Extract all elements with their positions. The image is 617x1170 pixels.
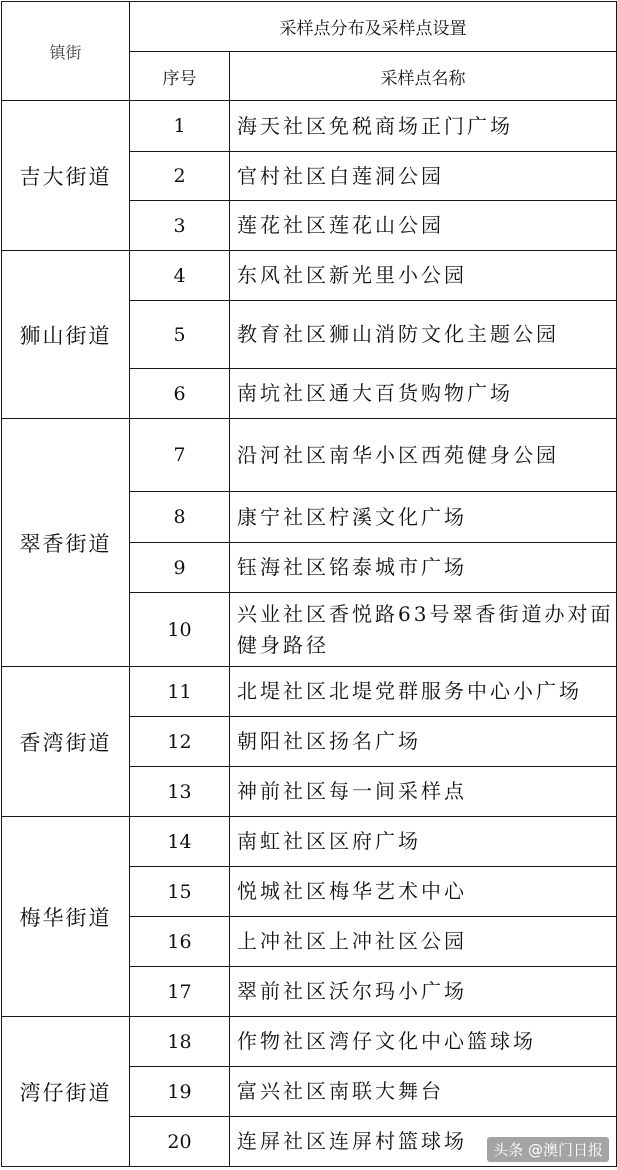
site-name-cell: 上冲社区上冲社区公园 — [230, 917, 617, 967]
table-row — [2, 1017, 617, 1067]
site-name-cell: 海天社区免税商场正门广场 — [230, 101, 617, 152]
site-name-cell: 康宁社区柠溪文化广场 — [230, 492, 617, 543]
table-row — [2, 101, 617, 152]
site-number-cell: 4 — [130, 251, 230, 301]
site-name-cell: 南坑社区通大百货购物广场 — [230, 369, 617, 419]
site-number-cell: 12 — [130, 717, 230, 767]
street-name-cell: 香湾街道 — [2, 667, 130, 817]
site-name-cell: 钰海社区铭泰城市广场 — [230, 543, 617, 593]
site-name-cell: 悦城社区梅华艺术中心 — [230, 867, 617, 917]
site-number-cell: 11 — [130, 667, 230, 717]
site-number-cell: 19 — [130, 1067, 230, 1117]
site-number-cell: 17 — [130, 967, 230, 1017]
street-column-header: 镇街 — [2, 2, 130, 101]
site-number-cell: 3 — [130, 201, 230, 251]
seq-column-header: 序号 — [130, 52, 230, 101]
sampling-sites-table — [1, 1, 617, 1167]
site-number-cell: 7 — [130, 419, 230, 492]
site-name-cell: 翠前社区沃尔玛小广场 — [230, 967, 617, 1017]
site-name-cell: 东风社区新光里小公园 — [230, 251, 617, 301]
table-row — [2, 251, 617, 301]
site-number-cell: 13 — [130, 767, 230, 817]
site-number-cell: 2 — [130, 152, 230, 201]
name-column-header: 采样点名称 — [230, 52, 617, 101]
table-row — [2, 817, 617, 867]
site-number-cell: 8 — [130, 492, 230, 543]
site-name-cell: 南虹社区区府广场 — [230, 817, 617, 867]
site-number-cell: 10 — [130, 593, 230, 667]
site-name-cell: 兴业社区香悦路63号翠香街道办对面健身路径 — [230, 593, 617, 667]
street-name-cell: 狮山街道 — [2, 251, 130, 419]
table-row — [2, 667, 617, 717]
street-name-cell: 翠香街道 — [2, 419, 130, 667]
site-name-cell: 官村社区白莲洞公园 — [230, 152, 617, 201]
table-body — [2, 101, 617, 1167]
street-name-cell: 吉大街道 — [2, 101, 130, 251]
site-number-cell: 16 — [130, 917, 230, 967]
group-title-header: 采样点分布及采样点设置 — [130, 2, 617, 52]
site-name-cell: 富兴社区南联大舞台 — [230, 1067, 617, 1117]
site-number-cell: 14 — [130, 817, 230, 867]
site-name-cell: 北堤社区北堤党群服务中心小广场 — [230, 667, 617, 717]
site-name-cell: 连屏社区连屏村篮球场 — [230, 1117, 617, 1167]
site-number-cell: 18 — [130, 1017, 230, 1067]
watermark: 头条 @澳门日报 — [487, 1137, 609, 1162]
street-name-cell: 湾仔街道 — [2, 1017, 130, 1167]
site-name-cell: 教育社区狮山消防文化主题公园 — [230, 301, 617, 369]
site-number-cell: 9 — [130, 543, 230, 593]
site-name-cell: 莲花社区莲花山公园 — [230, 201, 617, 251]
site-name-cell: 沿河社区南华小区西苑健身公园 — [230, 419, 617, 492]
site-number-cell: 20 — [130, 1117, 230, 1167]
site-number-cell: 5 — [130, 301, 230, 369]
site-number-cell: 1 — [130, 101, 230, 152]
street-name-cell: 梅华街道 — [2, 817, 130, 1017]
site-number-cell: 6 — [130, 369, 230, 419]
site-name-cell: 作物社区湾仔文化中心篮球场 — [230, 1017, 617, 1067]
table-row — [2, 419, 617, 492]
site-number-cell: 15 — [130, 867, 230, 917]
site-name-cell: 朝阳社区扬名广场 — [230, 717, 617, 767]
site-name-cell: 神前社区每一间采样点 — [230, 767, 617, 817]
